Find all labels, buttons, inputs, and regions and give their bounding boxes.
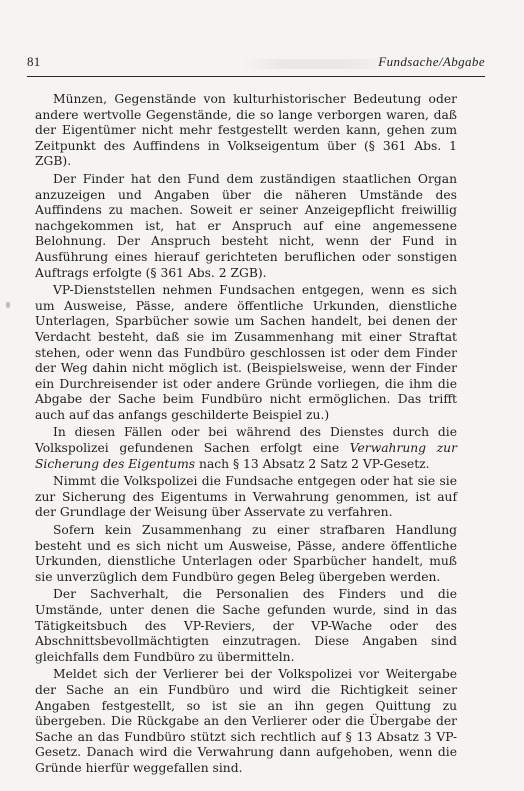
paragraph-verwahrung-start: In diesen Fällen oder bei während des Dienstes durch die Volkspolizei gefundenen Sachen erfolgt eine (35, 425, 457, 456)
page-header (27, 54, 485, 72)
header-rule (27, 76, 485, 77)
page-number: 81 (27, 54, 41, 69)
paragraph-vp-dienststellen: VP-Dienststellen nehmen Fundsachen entgegen, wenn es sich um Ausweise, Pässe, andere öffentliche Urkunden, dienstliche Unterlagen, Sparbücher sowie um Sachen handelt, bei denen der Verdacht besteht, daß sie im Zusammenhang mit einer Straftat stehen, oder wenn das Fundbüro geschlossen ist oder dem Finder der Weg dahin nicht möglich ist. (Beispielsweise, wenn der Finder ein Durchreisender ist oder andere Gründe vorliegen, die ihm die Abgabe der Sache beim Fundbüro nicht ermöglichen. Das trifft auch auf das anfangs geschilderte Beispiel zu.) (35, 283, 457, 422)
running-title: Fundsache/Abgabe (378, 54, 485, 69)
paragraph-verlierer: Meldet sich der Verlierer bei der Volkspolizei vor Weitergabe der Sache an ein Fundbüro und wird die Richtigkeit seiner Angaben festgestellt, so ist sie an ihn gegen Quittung zu übergeben. Die Rückgabe an den Verlierer oder die Übergabe der Sache an das Fundbüro stützt sich rechtlich auf § 13 Absatz 3 VP-Gesetz. Danach wird die Verwahrung dann aufgehoben, wenn die Gründe hierfür weggefallen sind. (35, 667, 457, 775)
paragraph-muenzen: Münzen, Gegenstände von kulturhistorischer Bedeutung oder andere wertvolle Gegenstände, die so lange verborgen waren, daß der Eigentümer nicht mehr festgestellt werden kann, gehen zum Zeitpunkt des Auffindens in Volkseigentum über (§ 361 Abs. 1 ZGB). (35, 92, 457, 169)
paragraph-taetigkeitsbuch: Der Sachverhalt, die Personalien des Finders und die Umstände, unter denen die Sache gefunden wurde, sind in das Tätigkeitsbuch des VP-Reviers, der VP-Wache oder des Abschnittsbevollmächtigten einzutragen. Diese Angaben sind gleichfalls dem Fundbüro zu übermitteln. (35, 587, 457, 664)
paragraph-uebergabe-fundbuero: Sofern kein Zusammenhang zu einer strafbaren Handlung besteht und es sich nicht um Ausweise, Pässe, andere öffentliche Urkunden, dienstliche Unterlagen oder Sparbücher handelt, muß sie unverzüglich dem Fundbüro gegen Beleg übergeben werden. (35, 523, 457, 584)
paragraph-verwahrung-italic: Verwahrung zur Sicherung des Eigentums (35, 441, 457, 471)
paragraph-verwahrung (35, 425, 457, 472)
body-text (35, 92, 457, 779)
paper-speck (6, 302, 10, 308)
paragraph-asservate: Nimmt die Volkspolizei die Fundsache entgegen oder hat sie sie zur Sicherung des Eigentums in Verwahrung genommen, ist auf der Grundlage der Weisung über Asservate zu verfahren. (35, 474, 457, 520)
paragraph-verwahrung-end: nach § 13 Absatz 2 Satz 2 VP-Gesetz. (195, 456, 430, 471)
paragraph-finder-anzeige: Der Finder hat den Fund dem zuständigen staatlichen Organ anzuzeigen und Angaben über die näheren Umstände des Auffindens zu machen. Soweit er seiner Anzeigepflicht freiwillig nachgekommen ist, hat er Anspruch auf eine angemessene Belohnung. Der Anspruch besteht nicht, wenn der Fund in Ausführung eines hierauf gerichteten beruflichen oder sonstigen Auftrags erfolgte (§ 361 Abs. 2 ZGB). (35, 171, 457, 280)
